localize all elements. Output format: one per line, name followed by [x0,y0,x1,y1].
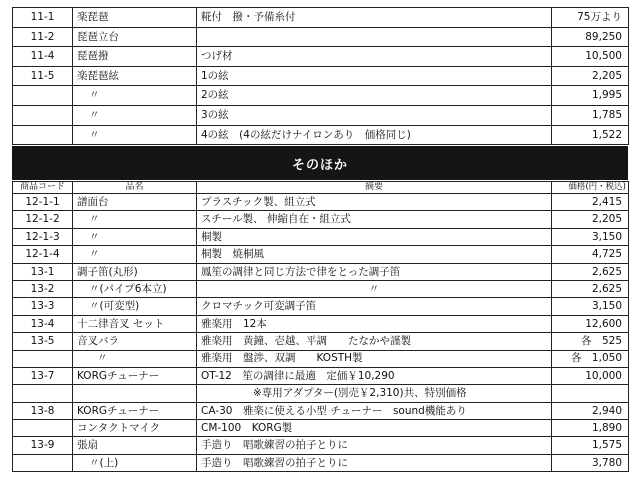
product-code: 13-4 [13,315,73,332]
table-row [13,27,629,47]
product-name: 〃 [73,86,197,106]
product-code: 11-5 [13,66,73,86]
table-row [13,211,629,228]
table-row [13,194,629,211]
product-price: 各 525 [552,333,629,350]
product-name: 〃 [73,228,197,245]
product-code: 13-5 [13,333,73,350]
table-row [13,228,629,245]
product-code [13,105,73,125]
product-name: 琵琶立台 [73,27,197,47]
section-title: そのほか [291,157,348,173]
product-code: 11-2 [13,27,73,47]
product-description: 雅楽用 黄鐘、壱越、平調 たなかや謹製 [197,333,552,350]
product-name: 調子笛(丸形) [73,263,197,280]
product-code [13,385,73,402]
product-description: スチール製、 伸縮自在・組立式 [197,211,552,228]
product-code: 12-1-4 [13,246,73,263]
product-description: 雅楽用 盤渉、双調 KOSTH製 [197,350,552,367]
product-price: 12,600 [552,315,629,332]
product-description [197,27,552,47]
table-row [13,246,629,263]
product-price: 89,250 [552,27,629,47]
product-code [13,125,73,145]
product-name: 楽琵琶絃 [73,66,197,86]
table-row [13,385,629,402]
product-name [73,385,197,402]
product-price: 4,725 [552,246,629,263]
product-name: KORGチューナー [73,402,197,419]
product-description: 〃 [197,280,552,297]
table-row [13,454,629,471]
product-code: 11-4 [13,47,73,67]
header-price: 価格(円・税込) [552,182,629,194]
product-name: コンタクトマイク [73,420,197,437]
product-code: 12-1-2 [13,211,73,228]
section-banner [12,146,628,180]
table-header-row [13,182,629,194]
table-row [13,350,629,367]
product-price: 1,522 [552,125,629,145]
product-description: 2の絃 [197,86,552,106]
product-price [552,385,629,402]
product-name: 音叉バラ [73,333,197,350]
product-price: 3,150 [552,228,629,245]
header-product-name: 品名 [73,182,197,194]
product-code: 13-8 [13,402,73,419]
product-description: 雅楽用 12本 [197,315,552,332]
product-price: 1,995 [552,86,629,106]
product-code [13,454,73,471]
product-name: 十二律音叉 セット [73,315,197,332]
product-price: 75万より [552,8,629,28]
product-price: 3,780 [552,454,629,471]
product-description: クロマチック可変調子笛 [197,298,552,315]
product-code: 13-3 [13,298,73,315]
product-name: 譜面台 [73,194,197,211]
product-code: 13-1 [13,263,73,280]
table-row [13,367,629,384]
product-price: 1,575 [552,437,629,454]
product-description: つげ材 [197,47,552,67]
instrument-price-table-top [12,7,629,145]
product-name: KORGチューナー [73,367,197,384]
product-price: 2,205 [552,211,629,228]
table-row [13,420,629,437]
product-name: 張扇 [73,437,197,454]
product-description: 1の絃 [197,66,552,86]
product-price: 2,940 [552,402,629,419]
product-name: 〃(可変型) [73,298,197,315]
table-row [13,8,629,28]
product-description: プラスチック製、組立式 [197,194,552,211]
product-name: 〃 [73,125,197,145]
product-code: 13-7 [13,367,73,384]
accessory-price-table [12,181,629,472]
product-description: 桐製 焼桐風 [197,246,552,263]
table-row [13,125,629,145]
product-price: 2,625 [552,263,629,280]
product-code [13,420,73,437]
product-description: 手造り 唱歌練習の拍子とりに [197,454,552,471]
table-row [13,47,629,67]
product-description: 鳳笙の調律と同じ方法で律をとった調子笛 [197,263,552,280]
table-row [13,105,629,125]
table-row [13,402,629,419]
table-row [13,66,629,86]
product-price: 各 1,050 [552,350,629,367]
table-row [13,437,629,454]
product-code: 13-9 [13,437,73,454]
product-name: 〃 [73,211,197,228]
table-row [13,86,629,106]
product-description: 手造り 唱歌練習の拍子とりに [197,437,552,454]
table-row [13,263,629,280]
product-code: 11-1 [13,8,73,28]
product-code: 12-1-3 [13,228,73,245]
product-price: 2,205 [552,66,629,86]
product-description: OT-12 笙の調律に最適 定価￥10,290 [197,367,552,384]
product-name: 〃 [73,246,197,263]
product-price: 2,415 [552,194,629,211]
product-name: 〃 [73,350,197,367]
table-row [13,333,629,350]
product-name: 〃(上) [73,454,197,471]
product-code: 12-1-1 [13,194,73,211]
product-description: CM-100 KORG製 [197,420,552,437]
header-product-code: 商品コード [13,182,73,194]
product-name: 楽琵琶 [73,8,197,28]
product-price: 1,785 [552,105,629,125]
product-price: 3,150 [552,298,629,315]
product-description: CA-30 雅楽に使える小型 チューナー sound機能あり [197,402,552,419]
product-name: 〃 [73,105,197,125]
product-code [13,350,73,367]
product-code [13,86,73,106]
header-description: 摘要 [197,182,552,194]
product-price: 2,625 [552,280,629,297]
product-name: 〃(パイプ6本立) [73,280,197,297]
product-description: 3の絃 [197,105,552,125]
product-price: 1,890 [552,420,629,437]
product-description: 4の絃 (4の絃だけナイロンあり 価格同じ) [197,125,552,145]
table-row [13,298,629,315]
product-price: 10,000 [552,367,629,384]
table-row [13,280,629,297]
product-description: 桐製 [197,228,552,245]
product-price: 10,500 [552,47,629,67]
product-description: 糀付 撥・予備糸付 [197,8,552,28]
product-name: 琵琶撥 [73,47,197,67]
product-description-note: ※専用アダプター(別売￥2,310)共、特別価格 [197,385,552,402]
product-code: 13-2 [13,280,73,297]
table-row [13,315,629,332]
